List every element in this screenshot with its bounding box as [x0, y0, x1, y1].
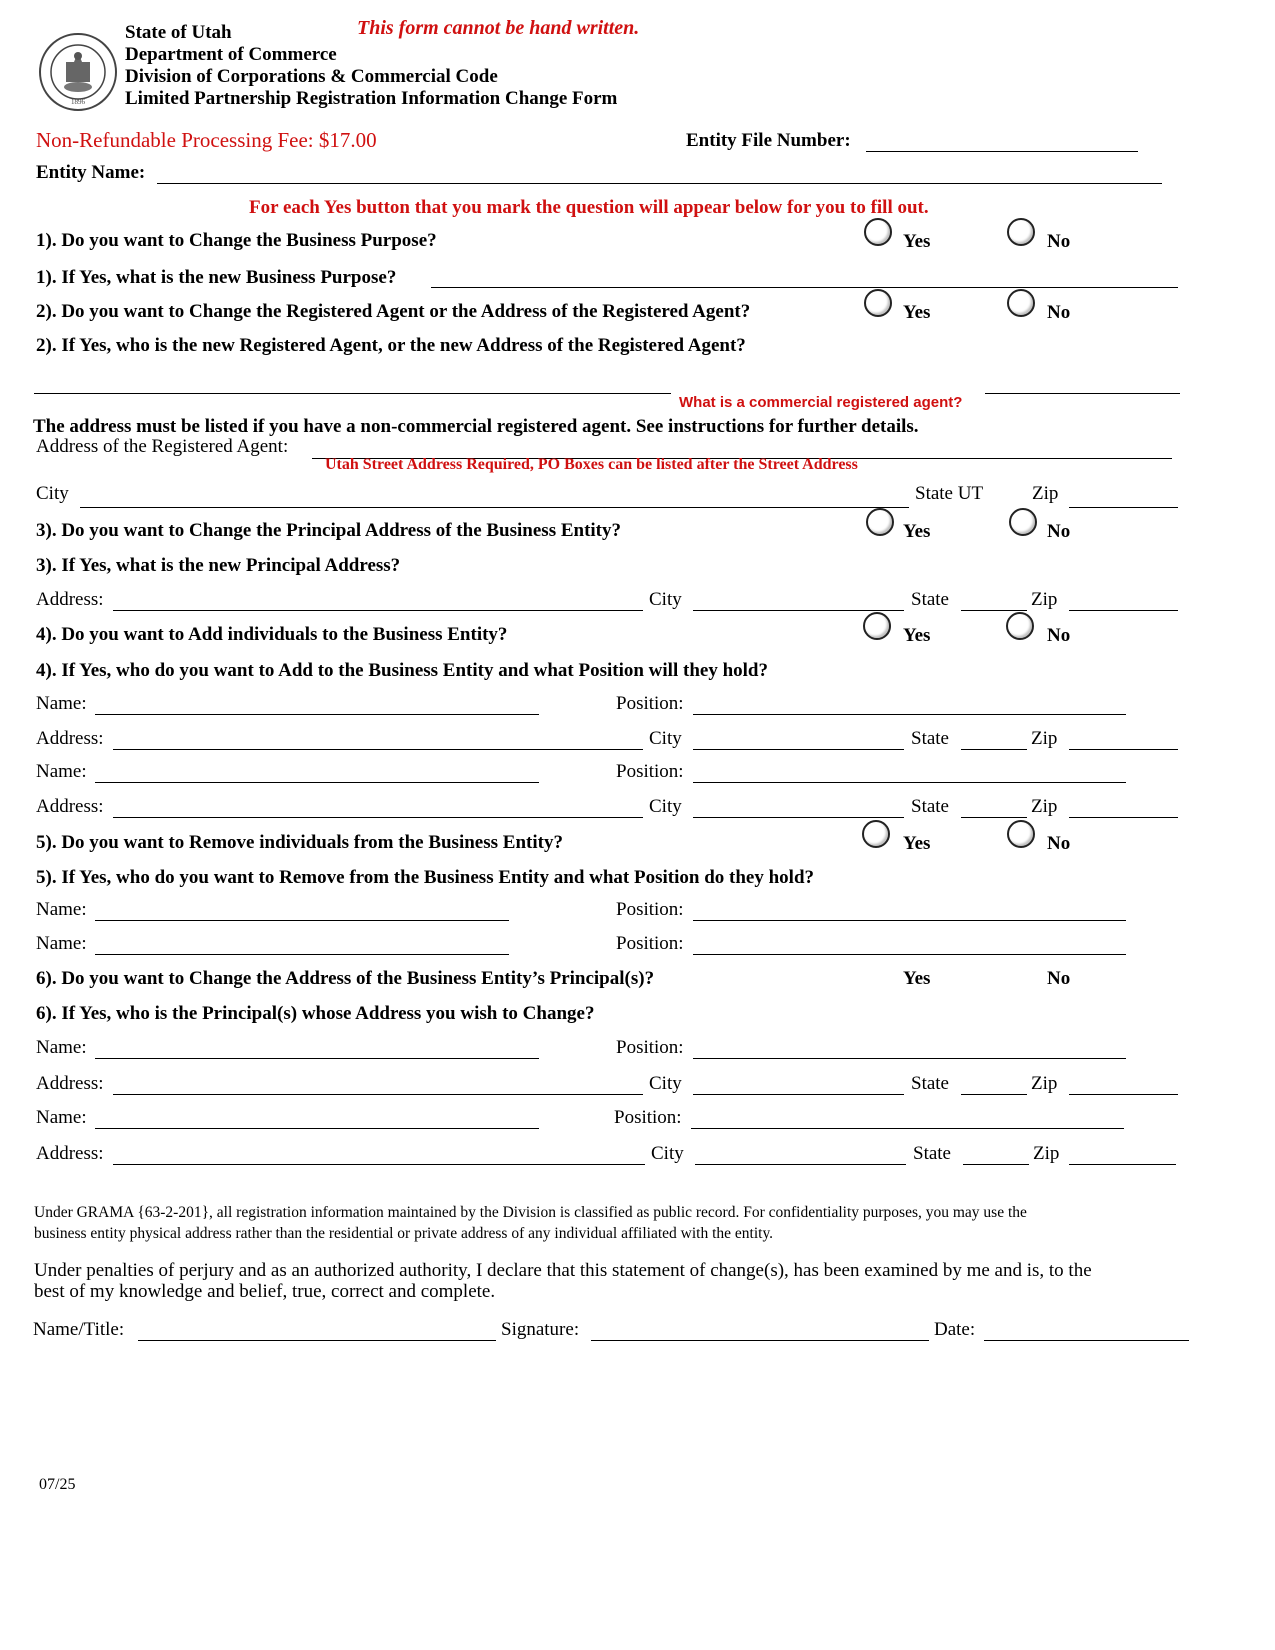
- q3-no-radio[interactable]: [1009, 508, 1037, 536]
- principal-name-1-label: Name:: [36, 1037, 87, 1058]
- principal-city-label: City: [649, 589, 682, 610]
- date-field[interactable]: [984, 1320, 1189, 1341]
- principal-state-1-label: State: [911, 1073, 949, 1094]
- agent-state-label: State UT: [915, 483, 984, 504]
- remove-name-2-label: Name:: [36, 933, 87, 954]
- principal-zip-field[interactable]: [1069, 590, 1178, 611]
- add-position-1-label: Position:: [616, 693, 684, 714]
- q5-followup-label: 5). If Yes, who do you want to Remove from the Business Entity and what Position do they hold?: [36, 867, 815, 888]
- q6-followup-label: 6). If Yes, who is the Principal(s) whose Address you wish to Change?: [36, 1003, 595, 1024]
- principal-position-1-label: Position:: [616, 1037, 684, 1058]
- principal-state-label: State: [911, 589, 949, 610]
- q2-no-radio[interactable]: [1007, 289, 1035, 317]
- header-state: State of Utah: [125, 22, 232, 43]
- form-version: 07/25: [39, 1476, 76, 1493]
- processing-fee: Non-Refundable Processing Fee: $17.00: [36, 128, 377, 152]
- remove-position-1-field[interactable]: [693, 900, 1126, 921]
- add-address-1-label: Address:: [36, 728, 104, 749]
- add-zip-2-label: Zip: [1031, 796, 1058, 817]
- principal-zip-2-label: Zip: [1033, 1143, 1060, 1164]
- principal-state-2-field[interactable]: [963, 1144, 1029, 1165]
- add-state-1-field[interactable]: [961, 729, 1027, 750]
- add-city-2-label: City: [649, 796, 682, 817]
- new-business-purpose-field[interactable]: [431, 267, 1178, 288]
- q3-yes-radio[interactable]: [866, 508, 894, 536]
- q4-yes-label: Yes: [903, 625, 931, 646]
- agent-city-field[interactable]: [80, 487, 909, 508]
- grama-notice-line2: business entity physical address rather than the residential or private address of any individual affiliated with the entity.: [34, 1225, 774, 1242]
- q2-label: 2). Do you want to Change the Registered Agent or the Address of the Registered Agent?: [36, 301, 751, 322]
- q4-label: 4). Do you want to Add individuals to the Business Entity?: [36, 624, 508, 645]
- add-position-1-field[interactable]: [693, 694, 1126, 715]
- agent-zip-label: Zip: [1032, 483, 1059, 504]
- entity-file-number-label: Entity File Number:: [686, 130, 851, 151]
- new-registered-agent-field[interactable]: [34, 373, 671, 394]
- remove-position-2-label: Position:: [616, 933, 684, 954]
- q2-followup-label: 2). If Yes, who is the new Registered Agent, or the new Address of the Registered Agent?: [36, 335, 746, 356]
- principal-address-2-field[interactable]: [113, 1144, 645, 1165]
- name-title-label: Name/Title:: [33, 1319, 125, 1340]
- q6-no-label[interactable]: No: [1047, 968, 1071, 989]
- entity-name-label: Entity Name:: [36, 162, 146, 183]
- q3-no-label: No: [1047, 521, 1071, 542]
- add-address-2-label: Address:: [36, 796, 104, 817]
- q4-followup-label: 4). If Yes, who do you want to Add to the Business Entity and what Position will they hold?: [36, 660, 768, 681]
- remove-position-1-label: Position:: [616, 899, 684, 920]
- commercial-agent-link[interactable]: What is a commercial registered agent?: [679, 394, 963, 411]
- agent-city-label: City: [36, 483, 69, 504]
- principal-zip-2-field[interactable]: [1069, 1144, 1176, 1165]
- add-state-1-label: State: [911, 728, 949, 749]
- q3-label: 3). Do you want to Change the Principal Address of the Business Entity?: [36, 520, 622, 541]
- remove-name-1-field[interactable]: [95, 900, 509, 921]
- principal-name-2-field[interactable]: [95, 1108, 539, 1129]
- q1-no-radio[interactable]: [1007, 218, 1035, 246]
- state-seal-icon: [38, 32, 118, 112]
- add-state-2-field[interactable]: [961, 797, 1027, 818]
- yes-instruction: For each Yes button that you mark the question will appear below for you to fill out.: [249, 197, 929, 218]
- entity-name-field[interactable]: [157, 163, 1162, 184]
- principal-zip-1-field[interactable]: [1069, 1074, 1178, 1095]
- q4-no-label: No: [1047, 625, 1071, 646]
- add-position-2-field[interactable]: [693, 762, 1126, 783]
- principal-city-1-label: City: [649, 1073, 682, 1094]
- noncommercial-note: The address must be listed if you have a non-commercial registered agent. See instructions for further details.: [33, 416, 919, 437]
- grama-notice-line1: Under GRAMA {63-2-201}, all registration information maintained by the Division is classified as public record. For confidentiality purposes, you may use the: [34, 1204, 1027, 1221]
- principal-city-2-field[interactable]: [695, 1144, 906, 1165]
- add-zip-1-label: Zip: [1031, 728, 1058, 749]
- perjury-statement-line1: Under penalties of perjury and as an authorized authority, I declare that this statement of change(s), has been examined by me and is, to the: [34, 1260, 1092, 1281]
- principal-state-field[interactable]: [961, 590, 1027, 611]
- utah-street-note: Utah Street Address Required, PO Boxes can be listed after the Street Address: [325, 456, 858, 473]
- q1-followup-label: 1). If Yes, what is the new Business Purpose?: [36, 267, 397, 288]
- principal-zip-1-label: Zip: [1031, 1073, 1058, 1094]
- add-address-2-field[interactable]: [113, 797, 643, 818]
- add-city-2-field[interactable]: [693, 797, 904, 818]
- agent-zip-field[interactable]: [1069, 487, 1178, 508]
- principal-address-field[interactable]: [113, 590, 643, 611]
- add-name-1-field[interactable]: [95, 694, 539, 715]
- add-state-2-label: State: [911, 796, 949, 817]
- signature-label: Signature:: [501, 1319, 580, 1340]
- signature-field[interactable]: [591, 1320, 929, 1341]
- registered-agent-extra-field[interactable]: [985, 373, 1180, 394]
- q2-yes-radio[interactable]: [864, 289, 892, 317]
- principal-zip-label: Zip: [1031, 589, 1058, 610]
- q1-yes-label: Yes: [903, 231, 931, 252]
- agent-address-label: Address of the Registered Agent:: [36, 436, 289, 457]
- principal-city-1-field[interactable]: [693, 1074, 904, 1095]
- q1-no-label: No: [1047, 231, 1071, 252]
- name-title-field[interactable]: [138, 1320, 496, 1341]
- q2-no-label: No: [1047, 302, 1071, 323]
- add-city-1-label: City: [649, 728, 682, 749]
- principal-position-2-field[interactable]: [691, 1108, 1124, 1129]
- q5-label: 5). Do you want to Remove individuals from the Business Entity?: [36, 832, 563, 853]
- q5-yes-radio[interactable]: [862, 820, 890, 848]
- principal-state-2-label: State: [913, 1143, 951, 1164]
- header-division: Division of Corporations & Commercial Code: [125, 66, 498, 87]
- entity-file-number-field[interactable]: [866, 131, 1138, 152]
- principal-state-1-field[interactable]: [961, 1074, 1027, 1095]
- principal-position-1-field[interactable]: [693, 1038, 1126, 1059]
- add-zip-2-field[interactable]: [1069, 797, 1178, 818]
- q1-label: 1). Do you want to Change the Business Purpose?: [36, 230, 437, 251]
- add-name-2-field[interactable]: [95, 762, 539, 783]
- principal-name-1-field[interactable]: [95, 1038, 539, 1059]
- q5-no-radio[interactable]: [1007, 820, 1035, 848]
- q5-no-label: No: [1047, 833, 1071, 854]
- principal-address-1-field[interactable]: [113, 1074, 643, 1095]
- header-department: Department of Commerce: [125, 44, 337, 65]
- add-zip-1-field[interactable]: [1069, 729, 1178, 750]
- q2-yes-label: Yes: [903, 302, 931, 323]
- q4-yes-radio[interactable]: [863, 612, 891, 640]
- principal-city-2-label: City: [651, 1143, 684, 1164]
- principal-position-2-label: Position:: [614, 1107, 682, 1128]
- principal-address-label: Address:: [36, 589, 104, 610]
- add-city-1-field[interactable]: [693, 729, 904, 750]
- add-name-2-label: Name:: [36, 761, 87, 782]
- date-label: Date:: [934, 1319, 976, 1340]
- principal-address-1-label: Address:: [36, 1073, 104, 1094]
- q4-no-radio[interactable]: [1006, 612, 1034, 640]
- principal-city-field[interactable]: [693, 590, 904, 611]
- principal-name-2-label: Name:: [36, 1107, 87, 1128]
- q6-yes-label[interactable]: Yes: [903, 968, 931, 989]
- q3-yes-label: Yes: [903, 521, 931, 542]
- remove-name-1-label: Name:: [36, 899, 87, 920]
- header-form-title: Limited Partnership Registration Information Change Form: [125, 88, 618, 109]
- add-address-1-field[interactable]: [113, 729, 643, 750]
- q5-yes-label: Yes: [903, 833, 931, 854]
- remove-position-2-field[interactable]: [693, 934, 1126, 955]
- svg-text:1896: 1896: [71, 98, 85, 106]
- principal-address-2-label: Address:: [36, 1143, 104, 1164]
- remove-name-2-field[interactable]: [95, 934, 509, 955]
- q1-yes-radio[interactable]: [864, 218, 892, 246]
- q3-followup-label: 3). If Yes, what is the new Principal Address?: [36, 555, 401, 576]
- add-position-2-label: Position:: [616, 761, 684, 782]
- add-name-1-label: Name:: [36, 693, 87, 714]
- perjury-statement-line2: best of my knowledge and belief, true, correct and complete.: [34, 1281, 496, 1302]
- q6-label: 6). Do you want to Change the Address of the Business Entity’s Principal(s)?: [36, 968, 655, 989]
- hand-written-warning: This form cannot be hand written.: [357, 17, 640, 39]
